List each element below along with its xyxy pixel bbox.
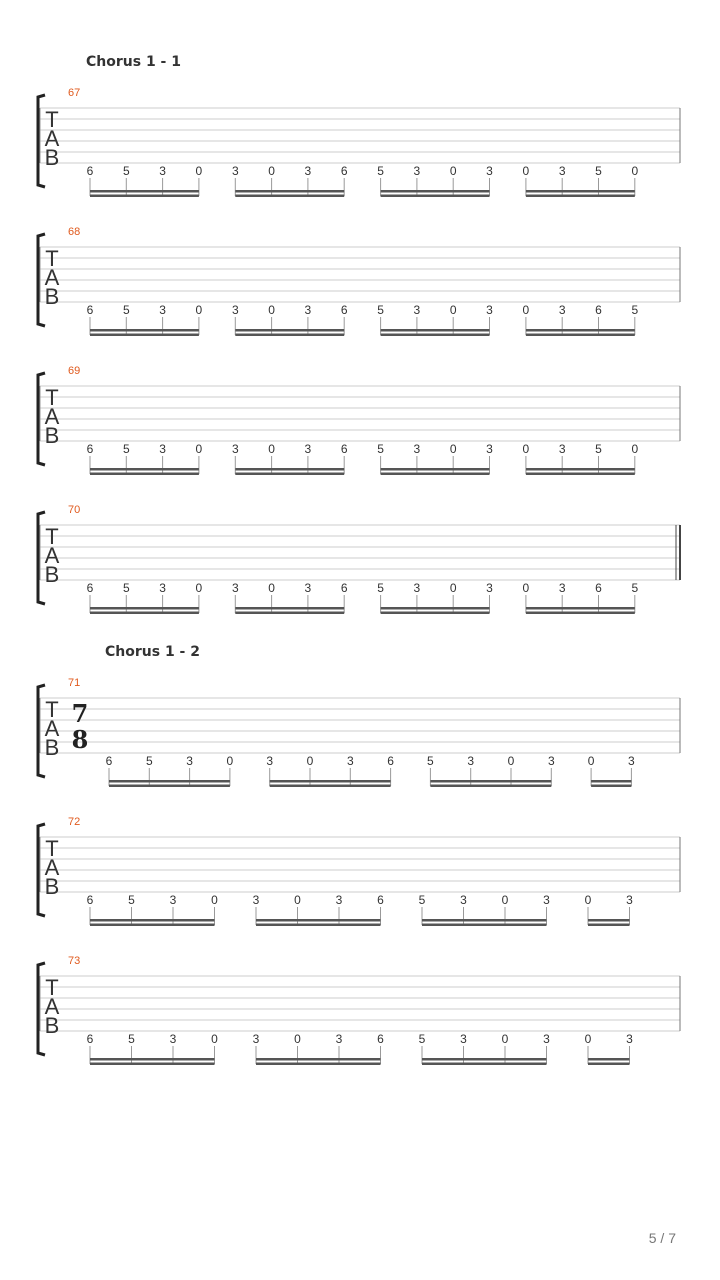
fret-number: 5 xyxy=(377,303,384,317)
beat-group xyxy=(376,164,495,197)
beam xyxy=(90,468,199,471)
section-title-chorus-1-2: Chorus 1 - 2 xyxy=(105,644,200,660)
fret-number: 6 xyxy=(377,893,384,907)
measure-number: 72 xyxy=(68,816,81,828)
beat-group xyxy=(521,303,640,336)
fret-number: 6 xyxy=(86,442,94,456)
fret-number: 0 xyxy=(211,1032,218,1046)
beat-group xyxy=(583,893,635,926)
section-title-chorus-1-1: Chorus 1 - 1 xyxy=(86,54,181,70)
beam xyxy=(526,473,635,476)
fret-number: 0 xyxy=(449,442,457,456)
beam xyxy=(235,329,344,332)
fret-number: 5 xyxy=(595,164,602,178)
beam xyxy=(588,919,630,922)
fret-number: 3 xyxy=(543,1032,550,1046)
fret-number: 0 xyxy=(294,1032,301,1046)
fret-number: 5 xyxy=(377,164,384,178)
tab-clef-letter: A xyxy=(44,404,60,429)
fret-number: 6 xyxy=(595,581,602,595)
fret-number: 5 xyxy=(128,1032,135,1046)
fret-number: 0 xyxy=(522,581,530,595)
fret-number: 0 xyxy=(195,581,203,595)
fret-number: 6 xyxy=(340,442,348,456)
tab-clef-letter: T xyxy=(45,975,59,1000)
tab-clef-letter: A xyxy=(44,855,60,880)
beam xyxy=(90,1063,215,1066)
beam xyxy=(109,780,230,783)
fret-number: 5 xyxy=(122,442,130,456)
fret-number: 0 xyxy=(226,754,234,768)
beam xyxy=(526,612,635,615)
tab-clef-letter: T xyxy=(45,697,59,722)
beam xyxy=(270,780,391,783)
beam xyxy=(235,607,344,610)
beam xyxy=(90,607,199,610)
fret-number: 6 xyxy=(105,754,113,768)
beam xyxy=(381,195,490,198)
fret-number: 3 xyxy=(413,303,421,317)
beam xyxy=(422,919,547,922)
beam xyxy=(256,1063,381,1066)
fret-number: 0 xyxy=(584,1032,592,1046)
beam xyxy=(90,329,199,332)
fret-number: 0 xyxy=(195,164,203,178)
fret-number: 0 xyxy=(268,164,275,178)
fret-number: 6 xyxy=(340,581,348,595)
fret-number: 0 xyxy=(449,581,457,595)
beam xyxy=(90,1058,215,1061)
beam xyxy=(235,468,344,471)
beam xyxy=(588,1058,630,1061)
beat-group xyxy=(85,303,204,336)
tab-clef-letter: B xyxy=(44,562,60,587)
fret-number: 3 xyxy=(558,581,566,595)
beam xyxy=(526,468,635,471)
fret-number: 3 xyxy=(304,303,312,317)
fret-number: 6 xyxy=(86,303,94,317)
fret-number: 3 xyxy=(413,581,421,595)
beam xyxy=(422,1058,547,1061)
beam xyxy=(588,1063,630,1066)
beat-group xyxy=(230,303,349,336)
fret-number: 6 xyxy=(387,754,394,768)
beam xyxy=(526,334,635,337)
tab-clef-letter: T xyxy=(45,246,59,271)
beat-group xyxy=(85,893,220,926)
beam xyxy=(90,919,215,922)
fret-number: 0 xyxy=(449,303,457,317)
fret-number: 3 xyxy=(467,754,475,768)
beam xyxy=(381,190,490,193)
tab-system-69 xyxy=(38,365,680,475)
beam xyxy=(235,473,344,476)
beam xyxy=(90,334,199,337)
fret-number: 3 xyxy=(413,164,421,178)
tab-clef-letter: A xyxy=(44,716,60,741)
fret-number: 3 xyxy=(186,754,193,768)
fret-number: 3 xyxy=(558,442,566,456)
fret-number: 6 xyxy=(86,893,94,907)
fret-number: 3 xyxy=(486,581,493,595)
fret-number: 0 xyxy=(211,893,218,907)
fret-number: 0 xyxy=(587,754,595,768)
beat-group xyxy=(85,581,204,614)
fret-number: 3 xyxy=(304,442,312,456)
tab-system-68 xyxy=(38,226,680,336)
beam xyxy=(235,612,344,615)
beam xyxy=(591,785,631,788)
fret-number: 3 xyxy=(159,581,166,595)
fret-number: 6 xyxy=(86,164,94,178)
fret-number: 0 xyxy=(501,893,509,907)
fret-number: 0 xyxy=(507,754,515,768)
fret-number: 3 xyxy=(486,442,493,456)
fret-number: 6 xyxy=(340,164,348,178)
fret-number: 3 xyxy=(169,1032,177,1046)
beam xyxy=(90,195,199,198)
tab-clef-letter: A xyxy=(44,543,60,568)
fret-number: 5 xyxy=(122,303,130,317)
beam xyxy=(430,785,551,788)
fret-number: 3 xyxy=(159,303,166,317)
fret-number: 5 xyxy=(122,164,130,178)
fret-number: 5 xyxy=(377,442,384,456)
beam xyxy=(256,919,381,922)
fret-number: 0 xyxy=(522,442,530,456)
fret-number: 0 xyxy=(584,893,592,907)
fret-number: 6 xyxy=(595,303,602,317)
beat-group xyxy=(230,164,349,197)
beam xyxy=(526,607,635,610)
beat-group xyxy=(230,581,349,614)
fret-number: 3 xyxy=(266,754,274,768)
beat-group xyxy=(417,893,552,926)
beam xyxy=(256,924,381,927)
fret-number: 5 xyxy=(122,581,130,595)
beam xyxy=(90,612,199,615)
beam xyxy=(235,334,344,337)
beat-group xyxy=(376,303,495,336)
beam xyxy=(381,468,490,471)
time-signature-denominator: 8 xyxy=(71,725,89,754)
fret-number: 3 xyxy=(304,581,312,595)
fret-number: 5 xyxy=(418,1032,426,1046)
beam xyxy=(109,785,230,788)
fret-number: 0 xyxy=(294,893,301,907)
beat-group xyxy=(521,442,640,475)
tab-clef-letter: A xyxy=(44,265,60,290)
time-signature-numerator: 7 xyxy=(71,699,89,728)
fret-number: 3 xyxy=(460,893,467,907)
tab-system-71 xyxy=(38,677,680,787)
beat-group xyxy=(521,164,640,197)
beam xyxy=(591,780,631,783)
beat-group xyxy=(521,581,640,614)
beat-group xyxy=(376,581,495,614)
measure-number: 67 xyxy=(68,87,81,99)
tab-clef-letter: T xyxy=(45,385,59,410)
beat-group xyxy=(376,442,495,475)
beat-group xyxy=(425,754,556,787)
fret-number: 5 xyxy=(377,581,384,595)
beat-group xyxy=(586,754,636,787)
fret-number: 3 xyxy=(169,893,177,907)
beam xyxy=(235,195,344,198)
beam xyxy=(381,473,490,476)
beam xyxy=(235,190,344,193)
beam xyxy=(430,780,551,783)
tab-clef-letter: T xyxy=(45,107,59,132)
beam xyxy=(256,1058,381,1061)
fret-number: 0 xyxy=(268,581,275,595)
fret-number: 3 xyxy=(626,1032,633,1046)
beat-group xyxy=(85,164,204,197)
tab-clef-letter: B xyxy=(44,735,60,760)
fret-number: 5 xyxy=(631,303,639,317)
measure-number: 70 xyxy=(68,504,81,516)
tab-clef-letter: A xyxy=(44,126,60,151)
tab-system-72 xyxy=(38,816,680,926)
tab-system-73 xyxy=(38,955,680,1065)
fret-number: 3 xyxy=(543,893,550,907)
fret-number: 0 xyxy=(268,303,275,317)
tab-clef-letter: B xyxy=(44,874,60,899)
fret-number: 5 xyxy=(631,581,639,595)
fret-number: 3 xyxy=(335,1032,343,1046)
beat-group xyxy=(251,893,386,926)
measure-number: 69 xyxy=(68,365,81,377)
measure-number: 73 xyxy=(68,955,81,967)
beam xyxy=(270,785,391,788)
tab-clef-letter: B xyxy=(44,423,60,448)
fret-number: 3 xyxy=(413,442,421,456)
beam xyxy=(526,329,635,332)
beat-group xyxy=(104,754,235,787)
beam xyxy=(422,924,547,927)
fret-number: 3 xyxy=(558,303,566,317)
fret-number: 0 xyxy=(522,303,530,317)
beam xyxy=(381,612,490,615)
tab-clef-letter: B xyxy=(44,284,60,309)
tab-clef-letter: B xyxy=(44,145,60,170)
tab-system-70 xyxy=(38,504,680,614)
fret-number: 0 xyxy=(195,442,203,456)
fret-number: 5 xyxy=(418,893,426,907)
fret-number: 0 xyxy=(631,442,639,456)
fret-number: 0 xyxy=(449,164,457,178)
fret-number: 3 xyxy=(231,303,239,317)
measure-number: 71 xyxy=(68,677,81,689)
beam xyxy=(90,190,199,193)
page-number: 5 / 7 xyxy=(648,1230,676,1246)
fret-number: 3 xyxy=(626,893,633,907)
beat-group xyxy=(251,1032,386,1065)
fret-number: 0 xyxy=(501,1032,509,1046)
beam xyxy=(588,924,630,927)
beam xyxy=(90,924,215,927)
beam xyxy=(526,190,635,193)
fret-number: 3 xyxy=(486,303,493,317)
fret-number: 0 xyxy=(195,303,203,317)
beat-group xyxy=(85,1032,220,1065)
beat-group xyxy=(230,442,349,475)
measure-number: 68 xyxy=(68,226,81,238)
fret-number: 5 xyxy=(427,754,434,768)
fret-number: 3 xyxy=(231,581,239,595)
fret-number: 3 xyxy=(304,164,312,178)
fret-number: 6 xyxy=(86,1032,94,1046)
fret-number: 6 xyxy=(86,581,94,595)
fret-number: 0 xyxy=(522,164,530,178)
beam xyxy=(381,334,490,337)
fret-number: 5 xyxy=(128,893,135,907)
tab-clef-letter: T xyxy=(45,524,59,549)
tab-system-67 xyxy=(38,87,680,197)
fret-number: 3 xyxy=(558,164,566,178)
fret-number: 3 xyxy=(159,164,166,178)
fret-number: 3 xyxy=(346,754,354,768)
fret-number: 3 xyxy=(335,893,343,907)
fret-number: 5 xyxy=(145,754,153,768)
tab-clef-letter: T xyxy=(45,836,59,861)
beat-group xyxy=(265,754,396,787)
fret-number: 0 xyxy=(306,754,314,768)
tab-clef-letter: A xyxy=(44,994,60,1019)
beat-group xyxy=(85,442,204,475)
fret-number: 0 xyxy=(268,442,275,456)
fret-number: 3 xyxy=(547,754,555,768)
fret-number: 3 xyxy=(231,442,239,456)
beat-group xyxy=(417,1032,552,1065)
beam xyxy=(526,195,635,198)
fret-number: 6 xyxy=(340,303,348,317)
fret-number: 3 xyxy=(486,164,493,178)
fret-number: 3 xyxy=(252,1032,260,1046)
fret-number: 3 xyxy=(628,754,635,768)
beam xyxy=(90,473,199,476)
fret-number: 3 xyxy=(460,1032,467,1046)
beam xyxy=(381,607,490,610)
fret-number: 3 xyxy=(231,164,239,178)
fret-number: 5 xyxy=(595,442,602,456)
fret-number: 3 xyxy=(159,442,166,456)
fret-number: 6 xyxy=(377,1032,384,1046)
beam xyxy=(422,1063,547,1066)
fret-number: 3 xyxy=(252,893,260,907)
beat-group xyxy=(583,1032,635,1065)
tab-clef-letter: B xyxy=(44,1013,60,1038)
beam xyxy=(381,329,490,332)
fret-number: 0 xyxy=(631,164,639,178)
